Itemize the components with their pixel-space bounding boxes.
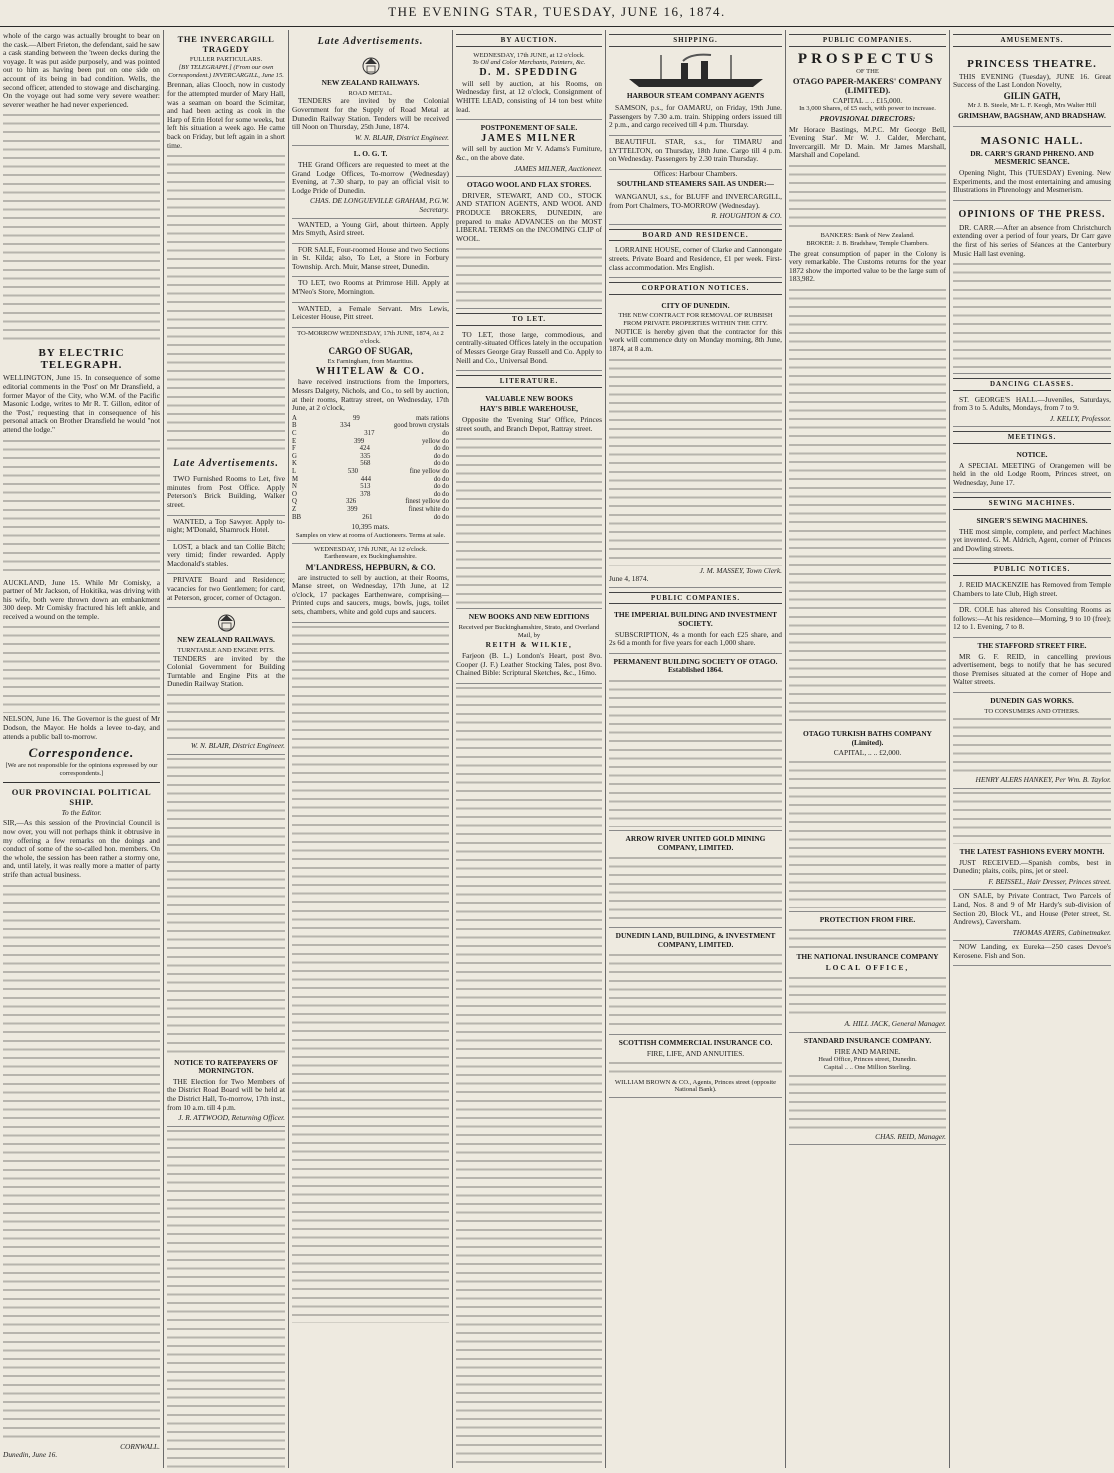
letter-signature: CORNWALL. [120, 1441, 160, 1451]
lot-row [292, 430, 449, 438]
ad-text: DR. COLE has altered his Consulting Rooms as follows:—At his residence—Morning, 9 to 10 (free); 12 to 1. Evening, 7 to 8. [953, 605, 1111, 632]
company-title: THE IMPERIAL BUILDING AND INVESTMENT SOCIETY. [613, 610, 778, 629]
ad-text: PRIVATE Board and Residence; vacancies for two Gentlemen; for card, at Peterson, grocer, corner of Octagon. [167, 575, 285, 602]
prospectus-continuation [789, 286, 946, 726]
railway-body: TENDERS are invited by the Colonial Government for the Supply of Road Metal at Dunedin Railway Station. Tenders will be received till Noon on Thursday, 25th June, 1874. [292, 96, 449, 132]
company-title: SCOTTISH COMMERCIAL INSURANCE CO. [618, 1038, 773, 1048]
lot-mark: K [292, 460, 297, 468]
wool-body: DRIVER, STEWART, AND CO., STOCK AND STATION AGENTS, AND WOOL AND PRODUCE BROKERS, DUNEDIN, are prepared to make ADVANCES on the MOST LIBERAL TERMS on the INCOMING CLIP of WOOL. [456, 190, 602, 243]
article-subtitle: FULLER PARTICULARS. [189, 56, 263, 63]
lot-description: good brown crystals [393, 422, 449, 430]
lot-mark: M [292, 475, 299, 483]
lot-description: do do [433, 513, 449, 521]
lot-mark: N [292, 483, 297, 491]
shipping-company: HARBOUR STEAM COMPANY AGENTS [626, 90, 765, 100]
lot-mark: BB [292, 513, 302, 521]
company-signature: A. HILL JACK, General Manager. [844, 1019, 946, 1029]
bookseller-name: HAY'S BIBLE WAREHOUSE, [480, 404, 578, 414]
notice-title: DUNEDIN GAS WORKS. [990, 695, 1074, 705]
ad-signature: J. KELLY, Professor. [1049, 413, 1111, 423]
national-insurance-notice [789, 912, 946, 1033]
lot-description: do do [433, 445, 449, 453]
company-signature: CHAS. REID, Manager. [875, 1131, 946, 1141]
auction-body: are instructed to sell by auction, at their Rooms, Manse street, on Wednesday, 17th June, at 12 o'clock, 17 packages Earthenware, comprising—Printed cups and saucers, mugs, bowls, jugs, toilet sets, chambers, white and gold cups and saucers. [292, 572, 449, 617]
sewing-ad [953, 513, 1111, 559]
railway-signature: W. N. BLAIR, District Engineer. [190, 741, 285, 751]
section-heading-auction: BY AUCTION. [456, 34, 602, 47]
corporation-subtitle: THE NEW CONTRACT FOR REMOVAL OF RUBBISH FROM PRIVATE PROPERTIES WITHIN THE CITY. [618, 312, 773, 328]
ad-continuation [456, 245, 602, 305]
auctioneer-signature: JAMES MILNER, Auctioneer. [514, 163, 602, 173]
ad-text: WANTED, a Young Girl, about thirteen. Apply Mrs Smyth, Asird street. [292, 219, 449, 238]
lot-mark: B [292, 422, 297, 430]
railway-subtitle: ROAD METAL. [348, 89, 393, 97]
masonic-body: Opening Night, This (TUESDAY) Evening. New Experiments, and the most entertaining and amusing Illustrations in Phrenology and Mesmerism. [953, 167, 1111, 195]
company-notice [609, 654, 782, 831]
ad-text: ST. GEORGE'S HALL.—Juveniles, Saturdays, from 3 to 5. Adults, Mondays, from 7 to 9. [953, 394, 1111, 413]
postponed-title: POSTPONEMENT OF SALE. [480, 123, 578, 133]
masonic-hall-ad [953, 127, 1111, 201]
lot-description: yellow do [421, 437, 449, 445]
opinions-title: OPINIONS OF THE PRESS. [958, 208, 1106, 220]
classified-ads-block [167, 755, 285, 1055]
column-1 [0, 30, 164, 1468]
masonic-subtitle: DR. CARR'S GRAND PHRENO. AND MESMERIC SEANCE. [970, 148, 1094, 167]
company-capital: Capital .. .. One Million Sterling. [823, 1064, 912, 1072]
company-body: SUBSCRIPTION, 4s a month for each £25 share, and 2s 6d a month for five years for each 1,000 share. [609, 629, 782, 648]
lot-row [292, 422, 449, 430]
ad-text: TO LET, two Rooms at Primrose Hill. Apply at M'Neo's Store, Mornington. [292, 278, 449, 297]
ad-text: A SPECIAL MEETING of Orangemen will be held in the old Lodge Room, Princes street, on Wednesday, June 17. [953, 460, 1111, 487]
ad-text: WANGANUI, s.s., for BLUFF and INVERCARGILL, from Port Chalmers, TO-MORROW (Wednesday). [609, 191, 782, 210]
auction-date: WEDNESDAY, 17th JUNE, at 12 o'clock. [473, 51, 585, 59]
lot-number: 326 [345, 498, 357, 506]
company-title: OTAGO TURKISH BATHS COMPANY (Limited). [802, 728, 932, 747]
section-heading-literature: LITERATURE. [456, 375, 602, 388]
column-2 [164, 30, 289, 1468]
column-7 [950, 30, 1114, 1468]
press-opinions [953, 201, 1111, 374]
opinions-body: DR. CARR.—After an absence from Christchurch extending over a period of four years, Dr Carr gave the first of his series of Séances at the Canterbury Music Hall last evening. [953, 222, 1111, 258]
lot-number: 99 [353, 414, 360, 422]
insurance-notice [609, 1035, 782, 1098]
sewing-title: SINGER'S SEWING MACHINES. [976, 516, 1088, 526]
lot-description: do do [433, 460, 449, 468]
shipping-offices: Offices: Harbour Chambers. [653, 168, 738, 178]
section-heading-telegraph: BY ELECTRIC TELEGRAPH. [38, 347, 125, 372]
railway-metal-ad [292, 51, 449, 146]
lot-number: 399 [347, 505, 358, 513]
theatre-cast: Mr J. B. Steele, Mr L. F. Keogh, Mrs Walter Hill [967, 102, 1097, 110]
lot-mark: Z [292, 505, 297, 513]
books-title: NEW BOOKS AND NEW EDITIONS [468, 612, 590, 622]
theatre-title: PRINCESS THEATRE. [967, 57, 1097, 70]
late-ads-heading: Late Advertisements. [173, 458, 279, 470]
theatre-afterpiece: GRIMSHAW, BAGSHAW, AND BRADSHAW. [958, 111, 1106, 121]
prospectus-title: PROSPECTUS [797, 50, 938, 67]
lot-mark: F [292, 445, 296, 453]
railway-subtitle: TURNTABLE AND ENGINE PITS. [177, 646, 275, 654]
auction-title: CARGO OF SUGAR, [328, 346, 413, 357]
company-notice [609, 928, 782, 1035]
books-ad [456, 391, 602, 609]
lodge-notice [292, 146, 449, 218]
auction-date: TO-MORROW WEDNESDAY, 17th JUNE, 1874, At 2 o'clock. [297, 329, 444, 345]
section-heading-correspondence: Correspondence. [28, 745, 135, 761]
wool-title: OTAGO WOOL AND FLAX STORES. [466, 180, 592, 190]
notice-continuation [609, 356, 782, 566]
classified-ad [167, 516, 285, 541]
classified-ad [292, 219, 449, 244]
lot-number: 317 [364, 430, 375, 437]
masthead: THE EVENING STAR, TUESDAY, JUNE 16, 1874. [0, 0, 1114, 27]
notice-continuation [789, 974, 946, 1019]
ad-signature: THOMAS AYERS, Cabinetmaker. [1012, 927, 1111, 937]
lot-mark: A [292, 414, 297, 422]
lot-number: 335 [360, 452, 371, 460]
auction-subtitle: Ex Farningham, from Mauritius. [327, 358, 414, 366]
corporation-title: CITY OF DUNEDIN. [661, 300, 730, 310]
turkish-baths-notice [789, 726, 946, 912]
lot-mark: G [292, 452, 297, 460]
masonic-title: MASONIC HALL. [980, 134, 1084, 147]
section-heading-public-companies: PUBLIC COMPANIES. [789, 34, 946, 47]
telegraph-continuation [3, 623, 160, 713]
ad-text: BEAUTIFUL STAR, s.s., for TIMARU and LYTTELTON, on Thursday, 18th June. Cargo till 4 p.m. on Wednesday. Passengers by 2.30 train Thursday. [609, 136, 782, 164]
lot-row [292, 483, 449, 491]
column-3 [289, 30, 453, 1468]
ad-text: FOR SALE, Four-roomed House and two Sections in St. Kilda; also, To Let, a Store in Forbury Township. Arch. Muir, Manse street, Dunedin. [292, 244, 449, 271]
notice-body: THE Election for Two Members of the District Road Board will be held at the District Hall, To-morrow, 17th inst., from 10 a.m. till 4 p.m. [167, 1076, 285, 1112]
books-list: Farjeon (B. L.) London's Heart, post 8vo. Cooper (J. F.) Leather Stocking Tales, post 8vo. Chained Bible: Scriptural Sketches, &c., 16mo. [456, 651, 602, 678]
books-body: Opposite the 'Evening Star' Office, Princes street south, and Branch Depot, Rattray street. [456, 415, 602, 433]
fashions-ad [953, 844, 1111, 890]
classified-ad [167, 473, 285, 515]
lot-row [292, 438, 449, 446]
letter-body: SIR,—As this session of the Provincial Council is now over, you will not perhaps think it obtrusive in my offering a few remarks on the doings and conduct of some of the so-called hon. members. On the whole, the session has been rather a stormy one, and, until lately, it was really more a matter of party strife than actual business. [3, 818, 160, 879]
notice-continuation [789, 926, 946, 951]
lot-description: do do [433, 490, 449, 498]
bookseller-name: REITH & WILKIE, [485, 640, 573, 650]
classified-ads-block [167, 1127, 285, 1468]
auction-date: WEDNESDAY, 17th JUNE, At 12 o'clock. [314, 545, 427, 553]
section-heading-public-notices: PUBLIC NOTICES. [953, 563, 1111, 576]
railway-body: TENDERS are invited by the Colonial Government for Building Turntable and Engine Pits at the Dunedin Railway Station. [167, 653, 285, 689]
company-notice [609, 831, 782, 928]
column-4 [453, 30, 606, 1468]
notice-continuation [953, 715, 1111, 775]
shipping-notice [609, 191, 782, 225]
ad-text: J. REID MACKENZIE has Removed from Temple Chambers to late Club, High street. [953, 580, 1111, 598]
lot-mark: C [292, 430, 297, 437]
company-subtitle: LOCAL OFFICE, [825, 962, 910, 972]
opinions-continuation [953, 260, 1111, 370]
classified-ad [292, 277, 449, 302]
lot-description: do do [433, 483, 449, 491]
article-title: THE INVERCARGILL TRAGEDY [177, 34, 275, 54]
railway-signature: W. N. BLAIR, District Engineer. [354, 132, 449, 142]
lot-number: 513 [360, 483, 371, 491]
wool-stores-ad [456, 177, 602, 309]
company-title: DUNEDIN LAND, BUILDING, & INVESTMENT COMPANY, LIMITED. [615, 931, 776, 949]
auction-body: will sell by auction, at his Rooms, on Wednesday first, at 12 o'clock, Consignment of WHITE LEAD, consisting of 14 ton best white lead. [456, 78, 602, 114]
correspondence-note: [We are not responsible for the opinions expressed by our correspondents.] [5, 762, 158, 778]
lot-mark: O [292, 490, 297, 498]
section-heading-sewing: SEWING MACHINES. [953, 497, 1111, 510]
corporation-body: NOTICE is hereby given that the contractor for this work will commence duty on Monday morning, 8th June, 1874, at 8 a.m. [609, 326, 782, 354]
lot-description: finest white do [408, 505, 449, 513]
lot-description: do do [433, 452, 449, 460]
lot-row [292, 506, 449, 514]
letter-date: Dunedin, June 16. [3, 1450, 58, 1460]
company-title: THE NATIONAL INSURANCE COMPANY [796, 952, 939, 962]
lot-row [292, 445, 449, 453]
southland-heading: SOUTHLAND STEAMERS SAIL AS UNDER:— [617, 179, 774, 189]
article-continuation [3, 111, 160, 341]
directors-continuation [789, 162, 946, 232]
ad-text: THE most simple, complete, and perfect Machines yet invented. G. M. Aldrich, Agent, corner of Princes and Dowling streets. [953, 526, 1111, 553]
ad-signature: F. BEISSEL, Hair Dresser, Princes street. [988, 876, 1111, 886]
column-5 [606, 30, 786, 1468]
ad-text: MR G. F. REID, in cancelling previous advertisement, begs to notify that he has secured those Premises situated at the corner of Hope and Walter streets. [953, 651, 1111, 687]
gas-works-notice [953, 693, 1111, 789]
notice-title: THE STAFFORD STREET FIRE. [977, 640, 1087, 650]
classified-ads-block [953, 789, 1111, 844]
shipping-notice [609, 102, 782, 136]
public-notice [953, 604, 1111, 638]
books-subtitle: Received per Buckinghamshire, Strato, and Overland Mail, by [458, 623, 600, 639]
ad-text: JUST RECEIVED.—Spanish combs, best in Dunedin; plaits, coils, pins, jet or steel. [953, 857, 1111, 876]
ad-text: TO LET, those large, commodious, and centrally-situated Offices lately in the occupation of Messrs George Gray Russell and Co. Apply to Neill and Co., Universal Bond. [456, 329, 602, 365]
public-notice [953, 579, 1111, 604]
telegraph-nelson: NELSON, June 16. The Governor is the guest of Mr Dodson, the Mayor. He holds a levee to-day, and attends a public ball to-morrow. [3, 714, 160, 741]
earthenware-auction-ad [292, 544, 449, 623]
section-heading-shipping: SHIPPING. [609, 34, 782, 47]
lot-row [292, 491, 449, 499]
lot-row [292, 468, 449, 476]
auction-body: will sell by auction Mr V. Adams's Furniture, &c., on the above date. [456, 144, 602, 162]
company-title: PERMANENT BUILDING SOCIETY OF OTAGO. Established 1864. [613, 656, 778, 675]
late-ads-heading: Late Advertisements. [317, 36, 424, 47]
notice-subtitle: TO CONSUMERS AND OTHERS. [984, 707, 1080, 715]
ad-text: LOST, a black and tan Collie Bitch; very timid; finder rewarded. Apply Macdonald's stables. [167, 541, 285, 568]
to-let-ad [456, 329, 602, 371]
company-title: ARROW RIVER UNITED GOLD MINING COMPANY, LIMITED. [625, 834, 766, 852]
lot-number: 424 [359, 445, 370, 453]
letter-title: OUR PROVINCIAL POLITICAL SHIP. [11, 786, 152, 807]
telegraph-auckland: AUCKLAND, June 15. While Mr Comisky, a partner of Mr Jackson, of Hokitika, was driving with his wife, both were thrown down an embankment 300 deep. Mr Comisky fractured his left ankle, and received a wound on the temple. [3, 577, 160, 621]
auctioneer-name: M'LANDRESS, HEPBURN, & CO. [305, 562, 436, 573]
lot-mark: E [292, 437, 297, 445]
board-ad [609, 244, 782, 278]
section-heading-dancing: DANCING CLASSES. [953, 378, 1111, 391]
theatre-play: GILIN GATH, [1003, 90, 1061, 101]
auction-total: 10,395 mats. [351, 522, 390, 532]
ad-text: LORRAINE HOUSE, corner of Clarke and Cannongate streets. Private Board and Residence, £1 per week. First-class accommodation. Mrs English. [609, 245, 782, 272]
notice-continuation [789, 758, 946, 908]
shipping-notice [609, 136, 782, 170]
telegraph-wellington: WELLINGTON, June 15. In consequence of some editorial comments in the 'Post' on Mr Dransfield, a former Mayor of the City, who W.M. of the Pacific Masonic Lodge, writes to Mr R. T. Gillon, editor of the 'Post,' requesting that in consequence of his personal attack on Brother Dransfield he would "not attend the lodge." [3, 373, 160, 434]
section-heading-board: BOARD AND RESIDENCE. [609, 229, 782, 242]
standard-insurance-notice [789, 1033, 946, 1145]
lot-row [292, 514, 449, 522]
lot-number: 530 [347, 467, 359, 475]
prospectus-broker: BROKER: J. B. Bradshaw, Temple Chambers. [806, 239, 929, 247]
new-books-ad [456, 609, 602, 684]
ad-text: WANTED, a Top Sawyer. Apply to-night; M'Donald, Shamrock Hotel. [167, 516, 285, 535]
prospectus-bankers: BANKERS: Bank of New Zealand. [820, 231, 915, 239]
auction-subtitle: To Oil and Color Merchants, Painters, &c. [472, 59, 586, 67]
book-list-continuation [456, 684, 602, 1464]
theatre-ad [953, 50, 1111, 127]
company-subtitle: FIRE, LIFE, AND ANNUITIES. [646, 1048, 745, 1058]
company-agent: WILLIAM BROWN & CO., Agents, Princes street (opposite National Bank). [614, 1078, 777, 1094]
divider [3, 782, 160, 783]
shipping-signature: R. HOUGHTON & CO. [711, 211, 782, 221]
classified-ads-block [292, 623, 449, 1323]
telegraph-continuation [3, 437, 160, 577]
lot-description: fine yellow do [409, 467, 449, 475]
theatre-body: THIS EVENING (Tuesday), JUNE 16. Great Success of the Last London Novelty, [953, 71, 1111, 90]
postponed-sale [456, 120, 602, 177]
ad-continuation [167, 691, 285, 741]
letter-salutation: To the Editor. [61, 807, 102, 817]
railway-title: NEW ZEALAND RAILWAYS. [177, 635, 275, 645]
meeting-notice [953, 447, 1111, 493]
section-heading-meetings: MEETINGS. [953, 431, 1111, 444]
lot-number: 261 [362, 513, 373, 521]
classified-ad [292, 244, 449, 278]
steamship-icon [621, 51, 771, 89]
ad-text: ON SALE, by Private Contract, Two Parcels of Land, Nos. 8 and 9 of Mr Hardy's sub-division of Section 20, Block VI., and House (Peter street, St. Andrews), Caversham. [953, 891, 1111, 927]
classified-ad [167, 541, 285, 575]
letter-continuation [3, 882, 160, 1442]
prospectus-of: OF THE [856, 67, 879, 75]
kerosene-ad [953, 941, 1111, 966]
land-sale-ad [953, 890, 1111, 941]
royal-crest-icon [167, 612, 286, 634]
notice-continuation [609, 854, 782, 924]
lot-mark: L [292, 467, 297, 475]
lot-description: mats rations [415, 414, 449, 422]
lot-number: 334 [340, 422, 351, 430]
corporation-notice [609, 298, 782, 588]
ad-text: TWO Furnished Rooms to Let, five minutes from Post Office. Apply Peterson's Brick Building, Walker street. [167, 474, 285, 509]
lodge-signature: CHAS. DE LONGUEVILLE GRAHAM, P.G.W. Secretary. [310, 196, 449, 214]
lot-description: do [442, 430, 449, 437]
prospectus-capital: CAPITAL .. .. £15,000. [832, 95, 903, 105]
prospectus-shares: In 3,000 Shares, of £5 each, with power to increase. [799, 105, 936, 113]
lead-article: whole of the cargo was actually brought to bear on the cask.—Albert Frieton, the defendant, said he saw a cask standing between the 'tween decks during the voyage. It was put aside purposely, and was pointed out to him as having been put on one side on account of its being in bad condition. Wells, the second officer, attended to stowage and discharging. On the voyage out had some very severe weather: severer weather he had never experienced. [3, 31, 160, 109]
ratepayers-notice [167, 1055, 285, 1127]
auction-body: have received instructions from the Importers, Messrs Dalgety, Nichols, and Co., to sell by auction, at their rooms, Rattray street, on Wednesday, 17th June, at 2 o'clock, [292, 377, 449, 413]
auction-subtitle: Earthenware, ex Buckinghamshire. [324, 553, 417, 561]
lodge-body: THE Grand Officers are requested to meet at the Grand Lodge Offices, To-morrow (Wednesday) Evening, at 7.30 sharp, to pay an official visit to Lodge Pride of Dunedin. [292, 159, 449, 195]
directors-heading: PROVISIONAL DIRECTORS: [819, 113, 916, 123]
corporation-date: June 4, 1874. [609, 574, 649, 584]
sugar-auction-ad [292, 328, 449, 544]
company-office: Head Office, Princes street, Dunedin. [818, 1056, 917, 1064]
notice-title: NOTICE TO RATEPAYERS OF MORNINGTON. [174, 1057, 278, 1076]
dancing-ad [953, 394, 1111, 428]
royal-crest-icon [292, 55, 450, 77]
auctioneer-name: D. M. SPEDDING [479, 67, 579, 79]
lot-number: 568 [360, 460, 371, 468]
lot-row [292, 415, 449, 423]
lots-list [292, 415, 449, 521]
classified-ad [292, 303, 449, 328]
lodge-title: L. O. G. T. [353, 149, 388, 159]
section-heading-public-companies: PUBLIC COMPANIES. [609, 592, 782, 605]
section-heading-to-let: TO LET. [456, 313, 602, 326]
notice-continuation [609, 951, 782, 1031]
article-body: Brennan, alias Clooch, now in custody for the attempted murder of Mary Hall, was a seaman on board the Scimitar, and had been acting as cook in the Harp of Erin Hotel for some weeks, but left his situation a week ago. He came back on Friday, but left again in a short time. [167, 80, 285, 150]
notice-signature: J. R. ATTWOOD, Returning Officer. [178, 1113, 285, 1123]
company-capital: CAPITAL, .. .. £2,000. [833, 748, 902, 758]
lot-number: 378 [360, 490, 371, 498]
section-heading-corporation: CORPORATION NOTICES. [609, 282, 782, 295]
books-title: VALUABLE NEW BOOKS [485, 393, 573, 403]
company-subtitle: FIRE AND MARINE. [834, 1046, 901, 1056]
auctioneer-name: WHITELAW & CO. [315, 365, 426, 377]
railway-tender-ad [167, 608, 285, 754]
article-byline: [BY TELEGRAPH.] (From our own Correspondent.) INVERCARGILL, June 15. [168, 63, 284, 79]
company-title: STANDARD INSURANCE COMPANY. [803, 1036, 932, 1046]
lot-description: finest yellow do [405, 498, 449, 506]
white-lead-auction [456, 50, 602, 121]
ad-text: NOW Landing, ex Eureka—250 cases Devoe's Kerosene. Fish and Son. [953, 942, 1111, 960]
company-notice [609, 607, 782, 653]
lot-row [292, 498, 449, 506]
notice-signature: HENRY ALERS HANKEY, Per Wm. B. Taylor. [975, 775, 1111, 785]
lot-number: 444 [360, 475, 371, 483]
lot-description: do do [433, 475, 449, 483]
column-6 [786, 30, 950, 1468]
protection-title: PROTECTION FROM FIRE. [819, 914, 916, 924]
ad-continuation [456, 435, 602, 605]
railway-title: NEW ZEALAND RAILWAYS. [321, 78, 420, 87]
classified-ad [167, 574, 285, 608]
lot-row [292, 476, 449, 484]
auctioneer-name: JAMES MILNER [481, 132, 577, 144]
notice-continuation [609, 1059, 782, 1079]
section-heading-amusements: AMUSEMENTS. [953, 34, 1111, 47]
prospectus-company: OTAGO PAPER-MAKERS' COMPANY (LIMITED). [792, 76, 943, 95]
notice-continuation [609, 677, 782, 827]
ad-text: SAMSON, p.s., for OAMARU, on Friday, 19th June. Passengers by 7.30 a.m. train. Shipping orders issued till 2 p.m., and cargo received till 4 p.m. Thursday. [609, 103, 782, 130]
lot-row [292, 453, 449, 461]
notice-continuation [789, 1072, 946, 1132]
lot-mark: Q [292, 498, 297, 506]
ad-text: WANTED, a Female Servant. Mrs Lewis, Leicester House, Pitt street. [292, 303, 449, 322]
stafford-street-notice [953, 638, 1111, 693]
prospectus-body: The great consumption of paper in the Colony is very remarkable. The Customs returns for the year 1872 show the imported value to be the large sum of 183,982. [789, 248, 946, 284]
directors-list: Mr Horace Bastings, M.P.C. Mr George Bell, 'Evening Star'. Mr W. J. Calder, Merchant, Invercargill. Mr D. Main. Mr James Marshall, Marshall and Copeland. [789, 124, 946, 160]
lot-number: 399 [353, 437, 365, 445]
fashions-title: THE LATEST FASHIONS EVERY MONTH. [959, 846, 1105, 856]
article-continuation [167, 152, 285, 452]
notice-title: NOTICE. [1016, 450, 1048, 460]
auction-note: Samples on view at rooms of Auctioneers. Terms at sale. [295, 531, 446, 539]
corporation-signature: J. M. MASSEY, Town Clerk. [699, 565, 782, 575]
lot-row [292, 460, 449, 468]
